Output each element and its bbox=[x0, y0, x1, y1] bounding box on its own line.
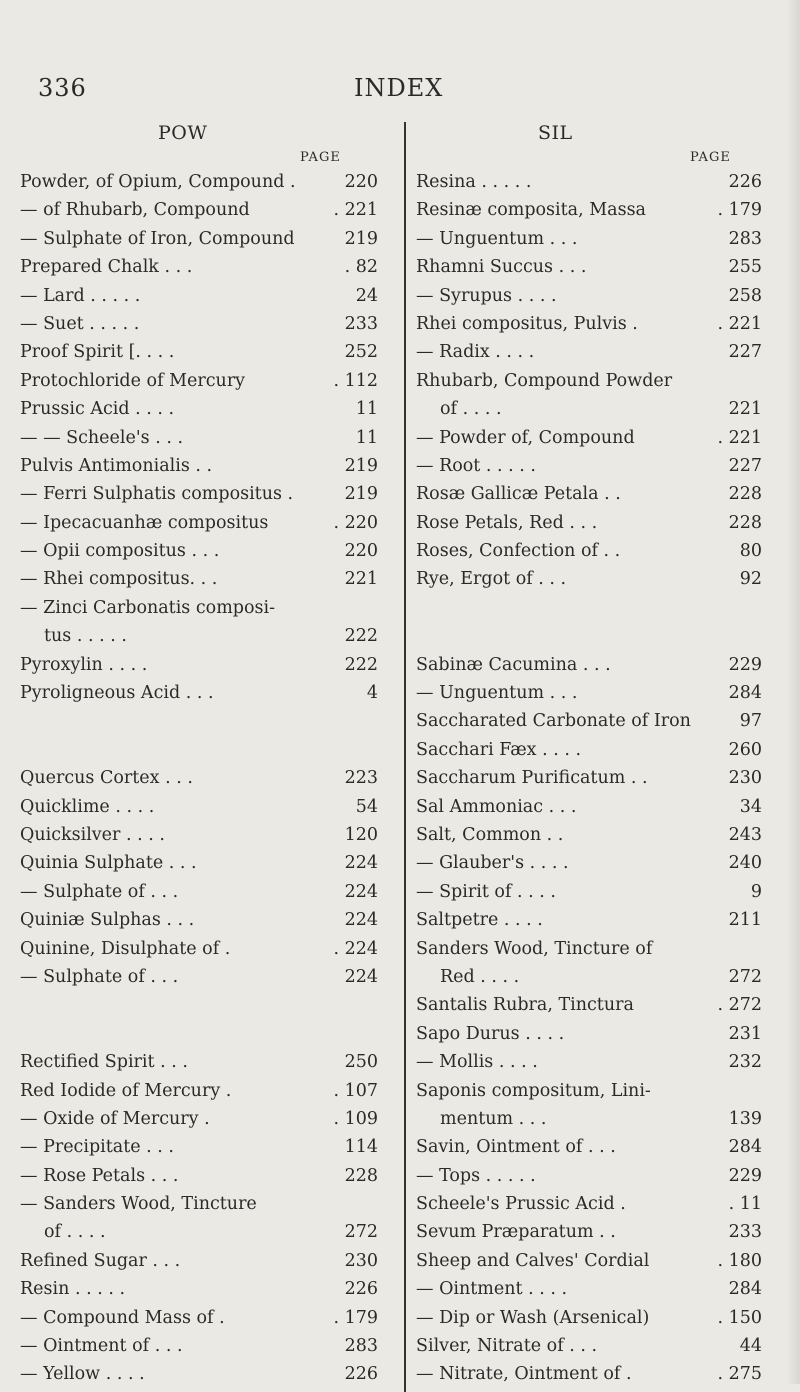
entry-term: Rectified Spirit . . . bbox=[20, 1052, 188, 1073]
page-header bbox=[0, 74, 800, 114]
entry-page-number: 228 bbox=[728, 512, 762, 533]
entry-page-number: 222 bbox=[344, 654, 378, 675]
entry-term: — Compound Mass of . bbox=[20, 1307, 225, 1328]
index-entry bbox=[416, 1105, 762, 1133]
index-entry bbox=[416, 1360, 762, 1388]
entry-page-number: 226 bbox=[728, 172, 762, 192]
section-gap bbox=[20, 991, 378, 1019]
index-entry bbox=[20, 537, 378, 565]
entry-term: Rose Petals, Red . . . bbox=[416, 512, 598, 533]
entry-page-number: . 220 bbox=[333, 512, 378, 533]
entry-term: — Mollis . . . . bbox=[416, 1052, 538, 1073]
index-entry bbox=[416, 1020, 762, 1048]
entry-page-number: . 224 bbox=[333, 938, 378, 959]
entry-term: Sabinæ Cacumina . . . bbox=[416, 654, 611, 675]
entry-page-number: 4 bbox=[366, 683, 378, 704]
entry-page-number: 272 bbox=[728, 966, 762, 987]
entry-page-number: 283 bbox=[728, 228, 762, 249]
entry-page-number: 220 bbox=[344, 172, 378, 192]
index-entry bbox=[20, 793, 378, 821]
index-entry bbox=[20, 651, 378, 679]
entry-page-number: 24 bbox=[355, 285, 378, 306]
entry-page-number: 250 bbox=[344, 1052, 378, 1073]
entry-page-number: 227 bbox=[728, 455, 762, 476]
entry-page-number: 9 bbox=[750, 881, 762, 902]
entry-term: Savin, Ointment of . . . bbox=[416, 1137, 616, 1158]
index-entry bbox=[20, 821, 378, 849]
entry-page-number: 120 bbox=[344, 824, 378, 845]
index-entry bbox=[20, 168, 378, 196]
index-entry bbox=[20, 1190, 378, 1218]
entry-term: Saccharated Carbonate of Iron bbox=[416, 711, 691, 732]
index-entry bbox=[20, 452, 378, 480]
entry-page-number: 284 bbox=[728, 1137, 762, 1158]
entry-term: Proof Spirit [. . . . bbox=[20, 342, 175, 363]
index-entry bbox=[20, 424, 378, 452]
index-entry bbox=[416, 793, 762, 821]
entry-page-number: 233 bbox=[728, 1222, 762, 1243]
right-column-heading: SIL bbox=[538, 122, 573, 144]
entry-page-number: . 179 bbox=[333, 1307, 378, 1328]
entry-page-number: 11 bbox=[355, 399, 378, 420]
index-entry bbox=[20, 253, 378, 281]
left-index-column bbox=[20, 168, 378, 1389]
index-entry bbox=[20, 1218, 378, 1246]
entry-page-number: 227 bbox=[728, 342, 762, 363]
entry-page-number: 219 bbox=[344, 228, 378, 249]
entry-term: — Sulphate of . . . bbox=[20, 966, 179, 987]
entry-page-number: 54 bbox=[355, 796, 378, 817]
entry-term: Rosæ Gallicæ Petala . . bbox=[416, 484, 621, 505]
entry-page-number: 219 bbox=[344, 484, 378, 505]
entry-term: — Tops . . . . . bbox=[416, 1165, 536, 1186]
index-entry bbox=[416, 935, 762, 963]
index-entry bbox=[20, 1332, 378, 1360]
section-gap bbox=[20, 1020, 378, 1048]
entry-term: — Rhei compositus. . . bbox=[20, 569, 218, 590]
entry-term: Rhei compositus, Pulvis . bbox=[416, 313, 638, 334]
section-gap bbox=[20, 736, 378, 764]
entry-term: Saltpetre . . . . bbox=[416, 910, 543, 931]
entry-term: Resin . . . . . bbox=[20, 1279, 126, 1300]
entry-page-number: 221 bbox=[344, 569, 378, 590]
entry-page-number: . 150 bbox=[717, 1307, 762, 1328]
entry-term: Silver, Nitrate of . . . bbox=[416, 1336, 598, 1357]
entry-term: Rhubarb, Compound Powder bbox=[416, 370, 673, 391]
index-entry bbox=[20, 1105, 378, 1133]
index-entry bbox=[20, 395, 378, 423]
entry-page-number: 228 bbox=[344, 1165, 378, 1186]
index-entry bbox=[20, 480, 378, 508]
entry-term: — Zinci Carbonatis composi- bbox=[20, 597, 276, 618]
entry-term: — Glauber's . . . . bbox=[416, 853, 569, 874]
entry-term: — of Rhubarb, Compound bbox=[20, 200, 250, 221]
entry-term: Sacchari Fæx . . . . bbox=[416, 739, 582, 760]
entry-term: — Ipecacuanhæ compositus bbox=[20, 512, 269, 533]
index-entry bbox=[20, 963, 378, 991]
index-entry bbox=[416, 991, 762, 1019]
entry-page-number: 233 bbox=[344, 313, 378, 334]
entry-page-number: . 221 bbox=[333, 200, 378, 221]
index-entry bbox=[20, 878, 378, 906]
entry-page-number: 224 bbox=[344, 881, 378, 902]
entry-term: — — Scheele's . . . bbox=[20, 427, 184, 448]
entry-page-number: 44 bbox=[739, 1336, 762, 1357]
entry-page-number: 219 bbox=[344, 455, 378, 476]
entry-term: — Sulphate of . . . bbox=[20, 881, 179, 902]
entry-term: Rye, Ergot of . . . bbox=[416, 569, 567, 590]
index-entry bbox=[416, 509, 762, 537]
entry-term: Rhamni Succus . . . bbox=[416, 257, 587, 278]
index-entry bbox=[416, 424, 762, 452]
index-entry bbox=[416, 1218, 762, 1246]
entry-page-number: . 107 bbox=[333, 1080, 378, 1101]
entry-term: Quercus Cortex . . . bbox=[20, 768, 193, 789]
entry-page-number: 92 bbox=[739, 569, 762, 590]
index-entry bbox=[416, 338, 762, 366]
index-entry bbox=[416, 1332, 762, 1360]
entry-term: — Suet . . . . . bbox=[20, 313, 140, 334]
entry-term: Resinæ composita, Massa bbox=[416, 200, 646, 221]
index-entry bbox=[416, 1133, 762, 1161]
index-entry bbox=[416, 764, 762, 792]
entry-term: — Unguentum . . . bbox=[416, 683, 578, 704]
index-entry bbox=[20, 338, 378, 366]
entry-term: tus . . . . . bbox=[44, 626, 127, 647]
index-entry bbox=[416, 537, 762, 565]
entry-page-number: . 272 bbox=[717, 995, 762, 1016]
entry-page-number: . 221 bbox=[717, 313, 762, 334]
index-entry bbox=[416, 963, 762, 991]
index-entry bbox=[20, 764, 378, 792]
entry-page-number: 97 bbox=[739, 711, 762, 732]
index-entry bbox=[20, 310, 378, 338]
entry-page-number: 284 bbox=[728, 683, 762, 704]
entry-term: Pyroligneous Acid . . . bbox=[20, 683, 214, 704]
entry-term: Salt, Common . . bbox=[416, 824, 564, 845]
entry-term: Pulvis Antimonialis . . bbox=[20, 455, 213, 476]
entry-term: — Root . . . . . bbox=[416, 455, 536, 476]
entry-page-number: 211 bbox=[728, 910, 762, 931]
entry-term: Resina . . . . . bbox=[416, 172, 532, 192]
index-entry bbox=[20, 849, 378, 877]
running-head-title: INDEX bbox=[354, 74, 444, 102]
entry-page-number: 230 bbox=[728, 768, 762, 789]
entry-page-number: 226 bbox=[344, 1279, 378, 1300]
left-page-label: PAGE bbox=[300, 150, 341, 165]
entry-page-number: 252 bbox=[344, 342, 378, 363]
entry-page-number: 221 bbox=[728, 399, 762, 420]
entry-term: Scheele's Prussic Acid . bbox=[416, 1194, 626, 1215]
entry-term: Quinine, Disulphate of . bbox=[20, 938, 231, 959]
entry-term: Sanders Wood, Tincture of bbox=[416, 938, 653, 959]
index-entry bbox=[416, 196, 762, 224]
entry-page-number: 80 bbox=[739, 541, 762, 562]
entry-term: Saponis compositum, Lini- bbox=[416, 1080, 651, 1101]
entry-term: — Ointment of . . . bbox=[20, 1336, 183, 1357]
index-entry bbox=[416, 1077, 762, 1105]
index-entry bbox=[20, 1304, 378, 1332]
entry-term: Prepared Chalk . . . bbox=[20, 257, 193, 278]
index-entry bbox=[20, 935, 378, 963]
index-entry bbox=[416, 565, 762, 593]
index-entry bbox=[20, 565, 378, 593]
index-entry bbox=[416, 310, 762, 338]
index-entry bbox=[416, 282, 762, 310]
index-entry bbox=[416, 906, 762, 934]
index-entry bbox=[20, 367, 378, 395]
entry-page-number: . 109 bbox=[333, 1108, 378, 1129]
entry-page-number: 228 bbox=[728, 484, 762, 505]
column-divider bbox=[404, 122, 406, 1392]
index-entry bbox=[20, 196, 378, 224]
index-entry bbox=[20, 1133, 378, 1161]
left-column-heading: POW bbox=[158, 122, 208, 144]
entry-page-number: 232 bbox=[728, 1052, 762, 1073]
entry-term: mentum . . . bbox=[440, 1108, 547, 1129]
entry-term: Red Iodide of Mercury . bbox=[20, 1080, 232, 1101]
entry-page-number: . 180 bbox=[717, 1250, 762, 1271]
index-entry bbox=[20, 1077, 378, 1105]
index-entry bbox=[416, 168, 762, 196]
entry-term: of . . . . bbox=[44, 1222, 106, 1243]
entry-term: Quiniæ Sulphas . . . bbox=[20, 910, 195, 931]
entry-term: — Sulphate of Iron, Compound bbox=[20, 228, 295, 249]
index-entry bbox=[416, 878, 762, 906]
entry-page-number: 34 bbox=[739, 796, 762, 817]
entry-page-number: 224 bbox=[344, 966, 378, 987]
index-entry bbox=[416, 480, 762, 508]
entry-term: Saccharum Purificatum . . bbox=[416, 768, 648, 789]
entry-term: Pyroxylin . . . . bbox=[20, 654, 148, 675]
index-entry bbox=[416, 821, 762, 849]
index-entry bbox=[20, 509, 378, 537]
index-entry bbox=[20, 1275, 378, 1303]
entry-term: — Sanders Wood, Tincture bbox=[20, 1194, 257, 1215]
index-entry bbox=[20, 906, 378, 934]
entry-term: Sal Ammoniac . . . bbox=[416, 796, 577, 817]
entry-page-number: 229 bbox=[728, 1165, 762, 1186]
entry-page-number: 258 bbox=[728, 285, 762, 306]
index-entry bbox=[20, 1162, 378, 1190]
entry-page-number: 240 bbox=[728, 853, 762, 874]
index-entry bbox=[20, 594, 378, 622]
entry-page-number: 224 bbox=[344, 853, 378, 874]
index-entry bbox=[416, 253, 762, 281]
entry-term: Roses, Confection of . . bbox=[416, 541, 621, 562]
entry-page-number: . 11 bbox=[728, 1194, 762, 1215]
entry-term: — Powder of, Compound bbox=[416, 427, 635, 448]
page-edge bbox=[786, 0, 800, 1384]
entry-page-number: 223 bbox=[344, 768, 378, 789]
entry-term: Sevum Præparatum . . bbox=[416, 1222, 616, 1243]
page-number: 336 bbox=[38, 74, 87, 102]
index-entry bbox=[416, 367, 762, 395]
entry-page-number: 260 bbox=[728, 739, 762, 760]
index-entry bbox=[416, 225, 762, 253]
entry-term: Prussic Acid . . . . bbox=[20, 399, 175, 420]
entry-page-number: . 221 bbox=[717, 427, 762, 448]
entry-term: — Lard . . . . . bbox=[20, 285, 141, 306]
index-entry bbox=[416, 849, 762, 877]
entry-term: Santalis Rubra, Tinctura bbox=[416, 995, 634, 1016]
index-entry bbox=[20, 679, 378, 707]
entry-page-number: . 179 bbox=[717, 200, 762, 221]
entry-page-number: 283 bbox=[344, 1336, 378, 1357]
index-entry bbox=[416, 1162, 762, 1190]
index-entry bbox=[416, 452, 762, 480]
index-entry bbox=[416, 1275, 762, 1303]
index-entry bbox=[20, 1360, 378, 1388]
index-entry bbox=[416, 679, 762, 707]
entry-page-number: 220 bbox=[344, 541, 378, 562]
entry-term: — Ointment . . . . bbox=[416, 1279, 568, 1300]
entry-term: — Unguentum . . . bbox=[416, 228, 578, 249]
index-entry bbox=[20, 1048, 378, 1076]
section-gap bbox=[20, 707, 378, 735]
section-gap bbox=[416, 622, 762, 650]
entry-term: Quinia Sulphate . . . bbox=[20, 853, 197, 874]
entry-page-number: 272 bbox=[344, 1222, 378, 1243]
entry-term: Powder, of Opium, Compound . bbox=[20, 172, 296, 192]
index-entry bbox=[416, 1190, 762, 1218]
entry-term: — Spirit of . . . . bbox=[416, 881, 556, 902]
entry-page-number: 224 bbox=[344, 910, 378, 931]
entry-term: Protochloride of Mercury bbox=[20, 370, 246, 391]
entry-term: Refined Sugar . . . bbox=[20, 1250, 181, 1271]
index-entry bbox=[416, 395, 762, 423]
entry-term: Quicklime . . . . bbox=[20, 796, 155, 817]
index-entry bbox=[416, 707, 762, 735]
entry-page-number: 114 bbox=[344, 1137, 378, 1158]
entry-term: — Rose Petals . . . bbox=[20, 1165, 179, 1186]
index-entry bbox=[20, 622, 378, 650]
entry-page-number: 11 bbox=[355, 427, 378, 448]
entry-term: of . . . . bbox=[440, 399, 502, 420]
entry-page-number: 230 bbox=[344, 1250, 378, 1271]
index-entry bbox=[416, 1247, 762, 1275]
index-entry bbox=[20, 225, 378, 253]
index-entry bbox=[416, 1048, 762, 1076]
index-entry bbox=[20, 282, 378, 310]
entry-page-number: 231 bbox=[728, 1023, 762, 1044]
right-page-label: PAGE bbox=[690, 150, 731, 165]
entry-page-number: . 82 bbox=[344, 257, 378, 278]
entry-page-number: . 275 bbox=[717, 1364, 762, 1385]
entry-page-number: 139 bbox=[728, 1108, 762, 1129]
entry-page-number: 226 bbox=[344, 1364, 378, 1385]
entry-page-number: . 112 bbox=[333, 370, 378, 391]
entry-term: — Syrupus . . . . bbox=[416, 285, 557, 306]
entry-term: — Precipitate . . . bbox=[20, 1137, 174, 1158]
entry-term: — Nitrate, Ointment of . bbox=[416, 1364, 632, 1385]
entry-term: Sheep and Calves' Cordial bbox=[416, 1250, 650, 1271]
entry-term: Red . . . . bbox=[440, 966, 520, 987]
entry-term: — Yellow . . . . bbox=[20, 1364, 145, 1385]
entry-term: — Radix . . . . bbox=[416, 342, 535, 363]
right-index-column bbox=[416, 168, 762, 1389]
entry-term: — Opii compositus . . . bbox=[20, 541, 220, 562]
index-entry bbox=[20, 1247, 378, 1275]
entry-term: — Dip or Wash (Arsenical) bbox=[416, 1307, 650, 1328]
index-entry bbox=[416, 651, 762, 679]
entry-page-number: 229 bbox=[728, 654, 762, 675]
index-entry bbox=[416, 736, 762, 764]
entry-term: — Oxide of Mercury . bbox=[20, 1108, 210, 1129]
entry-page-number: 243 bbox=[728, 824, 762, 845]
entry-page-number: 222 bbox=[344, 626, 378, 647]
entry-term: — Ferri Sulphatis compositus . bbox=[20, 484, 294, 505]
index-entry bbox=[416, 1304, 762, 1332]
entry-term: Sapo Durus . . . . bbox=[416, 1023, 565, 1044]
section-gap bbox=[416, 594, 762, 622]
entry-page-number: 255 bbox=[728, 257, 762, 278]
entry-term: Quicksilver . . . . bbox=[20, 824, 165, 845]
entry-page-number: 284 bbox=[728, 1279, 762, 1300]
